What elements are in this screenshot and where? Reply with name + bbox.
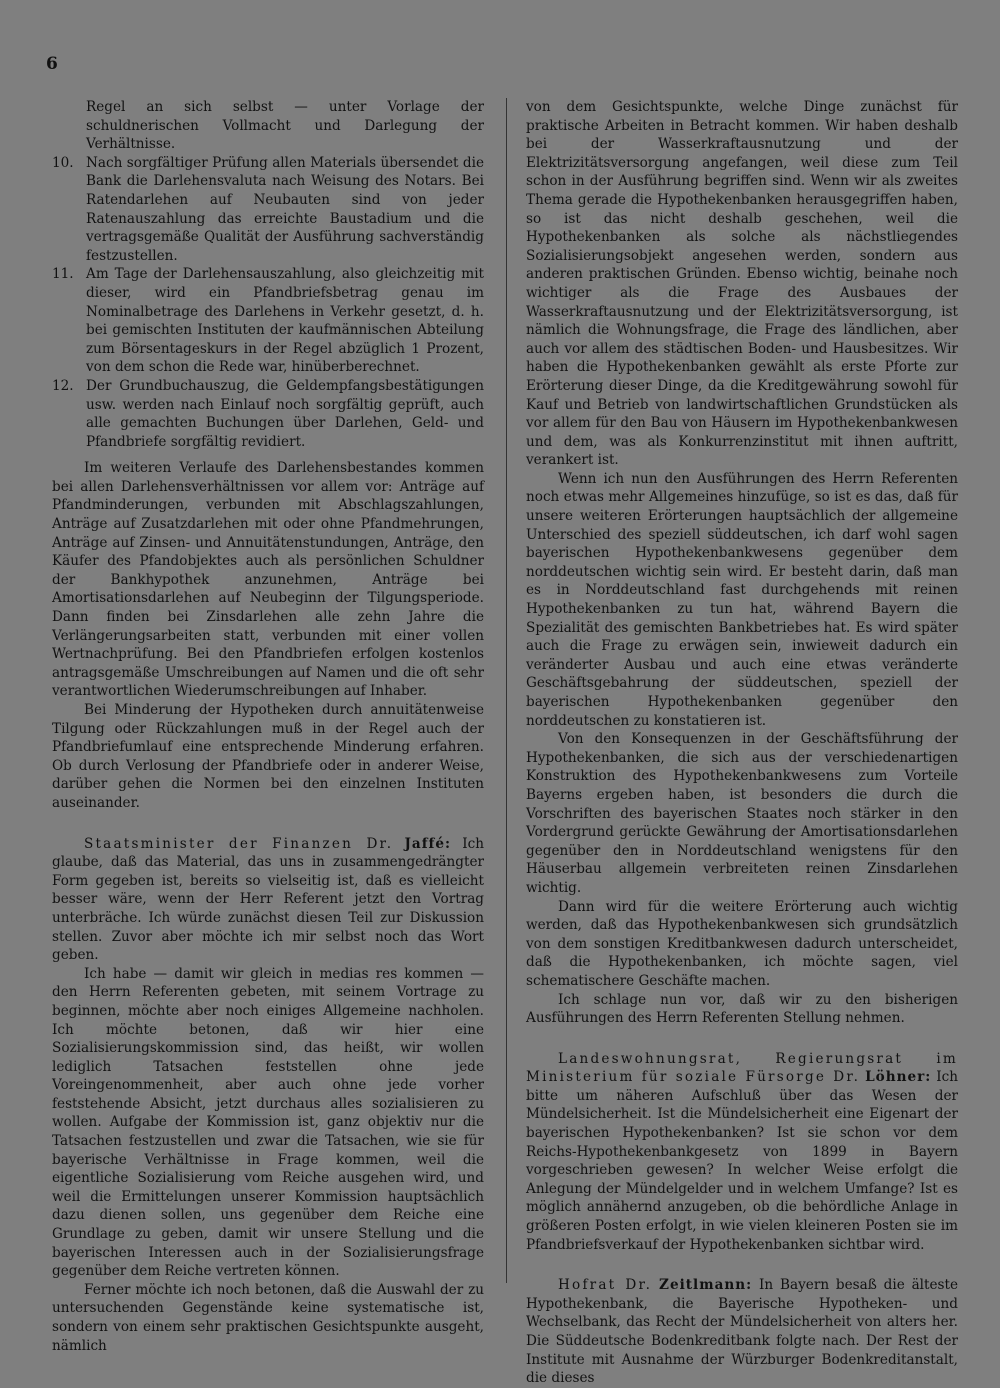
body-paragraph: Im weiteren Verlaufe des Darlehensbestandes kommen bei allen Darlehensverhältnissen vor allem vor: Anträge auf Pfandminderungen, verbunden mit Abschlagszahlungen, Anträge auf Zusatzdarlehen mit oder ohne Pfandmehrungen, Anträge auf Zinsen- und Annuitätenstundungen, Anträge, den Käufer des Pfandobjektes auch als persönlichen Schuldner der Bankhypothek anzunehmen, Anträge bei Amortisationsdarlehen auf Neubeginn der Tilgungsperiode. Dann finden bei Zinsdarlehen alle zehn Jahre die Verlängerungsarbeiten statt, verbunden mit einer vollen Wertnachprüfung. Bei den Pfandbriefen erfolgen kostenlos antragsgemäße Umschreibungen auf Namen und die oft sehr verantwortlichen Wiederumschreibungen auf Inhaber.: [52, 460, 484, 700]
speaker-title: Hofrat Dr.: [558, 1277, 653, 1294]
body-paragraph: Wenn ich nun den Ausführungen des Herrn Referenten noch etwas mehr Allgemeines hinzufüge, so ist es das, daß für unsere weiteren Erörterungen hauptsächlich der allgemeine Unterschied des speziell süddeutschen, ich darf wohl sagen bayerischen Hypothekenbankwesens gegenüber dem norddeutschen wichtig sein wird. Er besteht darin, daß man es in Norddeutschland fast durchgehends mit reinen Hypothekenbanken zu tun hat, während Bayern die Spezialität des gemischten Bankbetriebes hat. Es wird später auch die Frage zu erwägen sein, inwieweit dadurch ein veränderter Ausbau und auch eine etwas veränderte Geschäftsgebahrung der süddeutschen, speziell der bayerischen Hypothekenbanken gegenüber den norddeutschen zu konstatieren ist.: [526, 470, 958, 729]
list-continuation: Regel an sich selbst — unter Vorlage der schuldnerischen Vollmacht und Darlegung der Verhältnisse.: [86, 99, 484, 153]
speech-paragraph: [52, 835, 484, 965]
list-number: 11.: [52, 266, 74, 283]
body-paragraph: Ich habe — damit wir gleich in medias res kommen — den Herrn Referenten gebeten, mit seinem Vortrage zu beginnen, möchte aber noch einiges Allgemeine nachholen. Ich möchte betonen, daß wir hier eine Sozialisierungskommission sind, das heißt, wir wollen lediglich Tatsachen feststellen ohne jede Voreingenommenheit, aber auch ohne jede vorher feststehende Absicht, jetzt durchaus alles sozialisieren zu wollen. Aufgabe der Kommission ist, ganz objektiv nur die Tatsachen festzustellen und zwar die Tatsachen, wie sie für bayerische Verhältnisse in Frage kommen, weil die eigentliche Sozialisierung vom Reiche ausgehen wird, und weil die Ermittelungen unserer Kommission hauptsächlich dazu dienen sollen, uns gegenüber dem Reiche eine Grundlage zu geben, damit wir unsere Stellung und die bayerischen Interessen auch in der Sozialisierungsfrage gegenüber dem Reiche vertreten können.: [52, 965, 484, 1280]
speech-text: In Bayern besaß die älteste Hypothekenbank, die Bayerische Hypotheken- und Wechselbank, das Recht der Mündelsicherheit von alters her. Die Süddeutsche Bodenkreditbank folgte nach. Der Rest der Institute mit Ausnahme der Würzburger Bodenkreditanstalt, die dieses: [526, 1277, 959, 1387]
list-number: 10.: [52, 154, 74, 171]
body-paragraph: Ferner möchte ich noch betonen, daß die Auswahl der zu untersuchenden Gegenstände keine systematische ist, sondern von einem sehr praktischen Gesichtspunkte ausgeht, nämlich: [52, 1281, 484, 1354]
speech-paragraph: [526, 1050, 958, 1255]
speaker-name: Jaffé:: [404, 835, 452, 852]
list-text: Nach sorgfältiger Prüfung allen Materials übersendet die Bank die Darlehensvaluta nach Weisung des Notars. Bei Ratendarlehen auf Neubauten sind von jeder Ratenauszahlung das erreichte Baustadium und die vertragsgemäße Qualität der Ausführung sachverständig festzustellen.: [86, 154, 484, 264]
body-paragraph: Dann wird für die weitere Erörterung auch wichtig werden, daß das Hypothekenbankwesen sich grundsätzlich von dem sonstigen Kreditbankwesen dadurch unterscheidet, daß die Hypothekenbanken, ich möchte sagen, viel schematischere Geschäfte machen.: [526, 898, 958, 989]
speaker-name: Zeitlmann:: [659, 1277, 753, 1294]
list-number: 12.: [52, 377, 74, 394]
body-paragraph: Ich schlage nun vor, daß wir zu den bisherigen Ausführungen des Herrn Referenten Stellung nehmen.: [526, 991, 958, 1027]
page-number: 6: [46, 54, 58, 74]
speaker-name: Löhner:: [865, 1069, 932, 1086]
right-column: [526, 98, 958, 1388]
list-item: [52, 265, 484, 377]
speaker-title: Staatsminister der Finanzen Dr.: [84, 835, 394, 852]
list-item: [52, 377, 484, 451]
speech-text: Ich bitte um näheren Aufschluß über das Wesen der Mündelsicherheit. Ist die Mündelsicherheit eine Eigenart der bayerischen Hypothekenbanken? Ist sie schon vor dem Reichs-Hypothekenbankgesetz von 1899 in Bayern vorgeschrieben gewesen? In welcher Weise erfolgt die Anlegung der Mündelgelder und in welchem Umfange? Ist es möglich annähernd anzugeben, ob die behördliche Anlage in größeren Posten erfolgt, in wie vielen kleineren Posten sie im Pfandbriefsverkauf der Hypothekenbanken sichtbar wird.: [526, 1069, 958, 1253]
speech-paragraph: [526, 1276, 958, 1388]
body-paragraph: Von den Konsequenzen in der Geschäftsführung der Hypothekenbanken, die sich aus der verschiedenartigen Konstruktion des Hypothekenbankwesens zum Vorteile Bayerns ergeben haben, ist besonders die durch die Vorschriften des bayerischen Staates noch stärker in den Vordergrund gerückte Gewährung der Amortisationsdarlehen gegenüber den in Norddeutschland wenigstens für den Häuserbau allgemein verbreiteten reinen Zinsdarlehen wichtig.: [526, 731, 958, 896]
body-paragraph: von dem Gesichtspunkte, welche Dinge zunächst für praktische Arbeiten in Betracht kommen. Wir haben deshalb bei der Wasserkraftausnutzung und der Elektrizitätsversorgung angefangen, weil diese zum Teil schon in der Ausführung begriffen sind. Wenn wir als zweites Thema gerade die Hypothekenbanken herausgegriffen haben, so ist das nicht deshalb geschehen, weil die Hypothekenbanken als solche als nächstliegendes Sozialisierungsobjekt angesehen werden, sondern aus anderen praktischen Gründen. Ebenso wichtig, beinahe noch wichtiger als die Frage des Ausbaues der Wasserkraftausnutzung und der Elektrizitätsversorgung, ist nämlich die Wohnungsfrage, die Frage des ländlichen, aber auch vor allem des städtischen Boden- und Hausbesitzes. Wir haben die Hypothekenbanken gewählt als erste Pforte zur Erörterung dieser Dinge, da die Kreditgewährung sowohl für Kauf und Betrieb von landwirtschaftlichen Grundstücken als vor allem für den Bau von Häusern im Hypothekenbankwesen und dem, was als Konkurrenzinstitut mit ihnen auftritt, verankert ist.: [526, 99, 958, 469]
column-divider: [506, 98, 507, 1283]
list-text: Der Grundbuchauszug, die Geldempfangsbestätigungen usw. werden nach Einlauf noch sorgfältig geprüft, auch alle gemachten Buchungen über Darlehen, Geld- und Pfandbriefe sorgfältig revidiert.: [86, 377, 484, 450]
body-paragraph: Bei Minderung der Hypotheken durch annuitätenweise Tilgung oder Rückzahlungen muß in der Regel auch der Pfandbriefumlauf eine entsprechende Minderung erfahren. Ob durch Verlosung der Pfandbriefe oder in anderer Weise, darüber gehen die Normen bei den einzelnen Instituten auseinander.: [52, 702, 484, 811]
list-item: [52, 154, 484, 266]
speech-text: Ich glaube, daß das Material, das uns in zusammengedrängter Form gegeben ist, bereits so vielseitig ist, daß es vielleicht besser wäre, wenn der Herr Referent jetzt den Vortrag unterbräche. Ich würde zunächst diesen Teil zur Diskussion stellen. Zuvor aber möchte ich mir selbst noch das Wort geben.: [52, 835, 484, 964]
list-text: Am Tage der Darlehensauszahlung, also gleichzeitig mit dieser, wird ein Pfandbriefsbetrag genau im Nominalbetrage des Darlehens in Verkehr gesetzt, d. h. bei gemischten Instituten der kaufmännischen Abteilung zum Börsentageskurs in der Regel abzüglich 1 Prozent, von dem schon die Rede war, hinüberberechnet.: [86, 266, 484, 376]
speaker-title: Landeswohnungsrat, Regierungsrat im Ministerium für soziale Fürsorge Dr.: [526, 1050, 958, 1086]
left-column: [52, 98, 484, 1355]
